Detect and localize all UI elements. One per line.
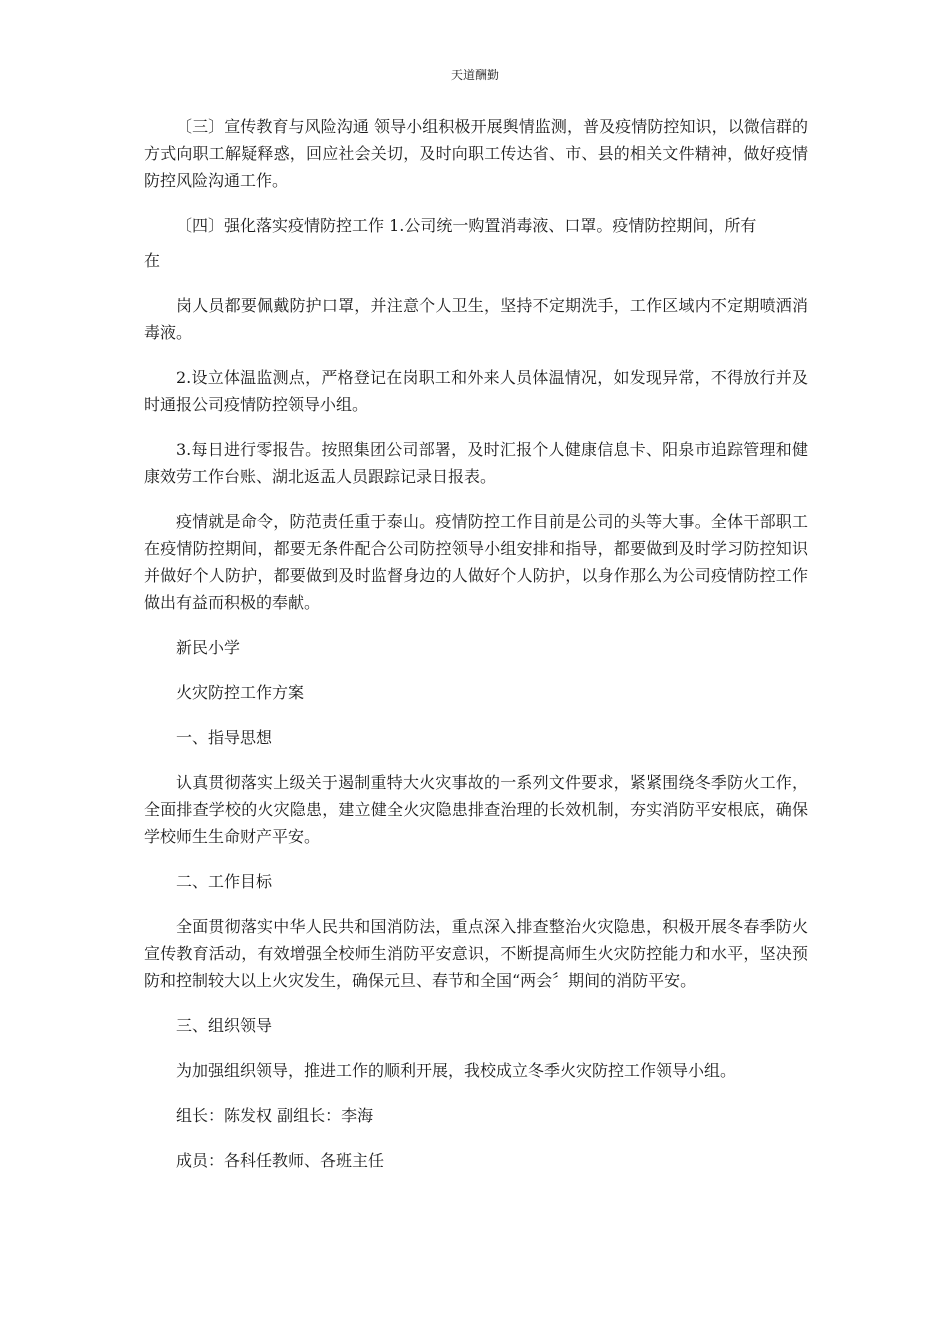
section-heading-guiding-ideology: 一、指导思想 (176, 728, 273, 747)
paragraph-publicity-education: 〔三〕宣传教育与风险沟通 领导小组积极开展舆情监测，普及疫情防控知识，以微信群的方式向职工解疑释惑，回应社会关切，及时向职工传达省、市、县的相关文件精神，做好疫情防控风险沟通工作。 (144, 117, 808, 190)
paragraph-temperature-monitoring: 2.设立体温监测点，严格登记在岗职工和外来人员体温情况，如发现异常，不得放行并及时通报公司疫情防控领导小组。 (144, 368, 808, 414)
paragraph-work-goals: 全面贯彻落实中华人民共和国消防法，重点深入排查整治火灾隐患，积极开展冬春季防火宣传教育活动，有效增强全校师生消防平安意识，不断提高师生火灾防控能力和水平，坚决预防和控制较大以上火灾发生，确保元旦、春节和全国“两会〞期间的消防平安。 (144, 917, 808, 990)
paragraph-epidemic-command: 疫情就是命令，防范责任重于泰山。疫情防控工作目前是公司的头等大事。全体干部职工在疫情防控期间，都要无条件配合公司防控领导小组安排和指导，都要做到及时学习防控知识并做好个人防护，都要做到及时监督身边的人做好个人防护，以身作那么为公司疫情防控工作做出有益而积极的奉献。 (144, 512, 808, 612)
paragraph-wear-masks: 岗人员都要佩戴防护口罩，并注意个人卫生，坚持不定期洗手，工作区域内不定期喷洒消毒液。 (144, 296, 808, 342)
paragraph-team-members: 成员：各科任教师、各班主任 (176, 1151, 385, 1170)
plan-title: 火灾防控工作方案 (176, 683, 305, 702)
section-heading-organization: 三、组织领导 (176, 1016, 273, 1035)
paragraph-organization: 为加强组织领导，推进工作的顺利开展，我校成立冬季火灾防控工作领导小组。 (176, 1061, 737, 1080)
paragraph-strengthen-prevention: 〔四〕强化落实疫情防控工作 1.公司统一购置消毒液、口罩。疫情防控期间，所有 (176, 216, 757, 235)
document-body (144, 113, 808, 1192)
section-heading-work-goals: 二、工作目标 (176, 872, 273, 891)
paragraph-guiding-ideology: 认真贯彻落实上级关于遏制重特大火灾事故的一系列文件要求，紧紧围绕冬季防火工作，全面排查学校的火灾隐患，建立健全火灾隐患排查治理的长效机制，夯实消防平安根底，确保学校师生生命财产平安。 (144, 773, 808, 846)
paragraph-fragment: 在 (144, 251, 161, 270)
page-header: 天道酬勤 (450, 68, 499, 82)
school-name: 新民小学 (176, 638, 241, 657)
paragraph-daily-report: 3.每日进行零报告。按照集团公司部署，及时汇报个人健康信息卡、阳泉市追踪管理和健康效劳工作台账、湖北返盂人员跟踪记录日报表。 (144, 440, 808, 486)
paragraph-team-leaders: 组长：陈发权 副组长：李海 (176, 1106, 374, 1125)
